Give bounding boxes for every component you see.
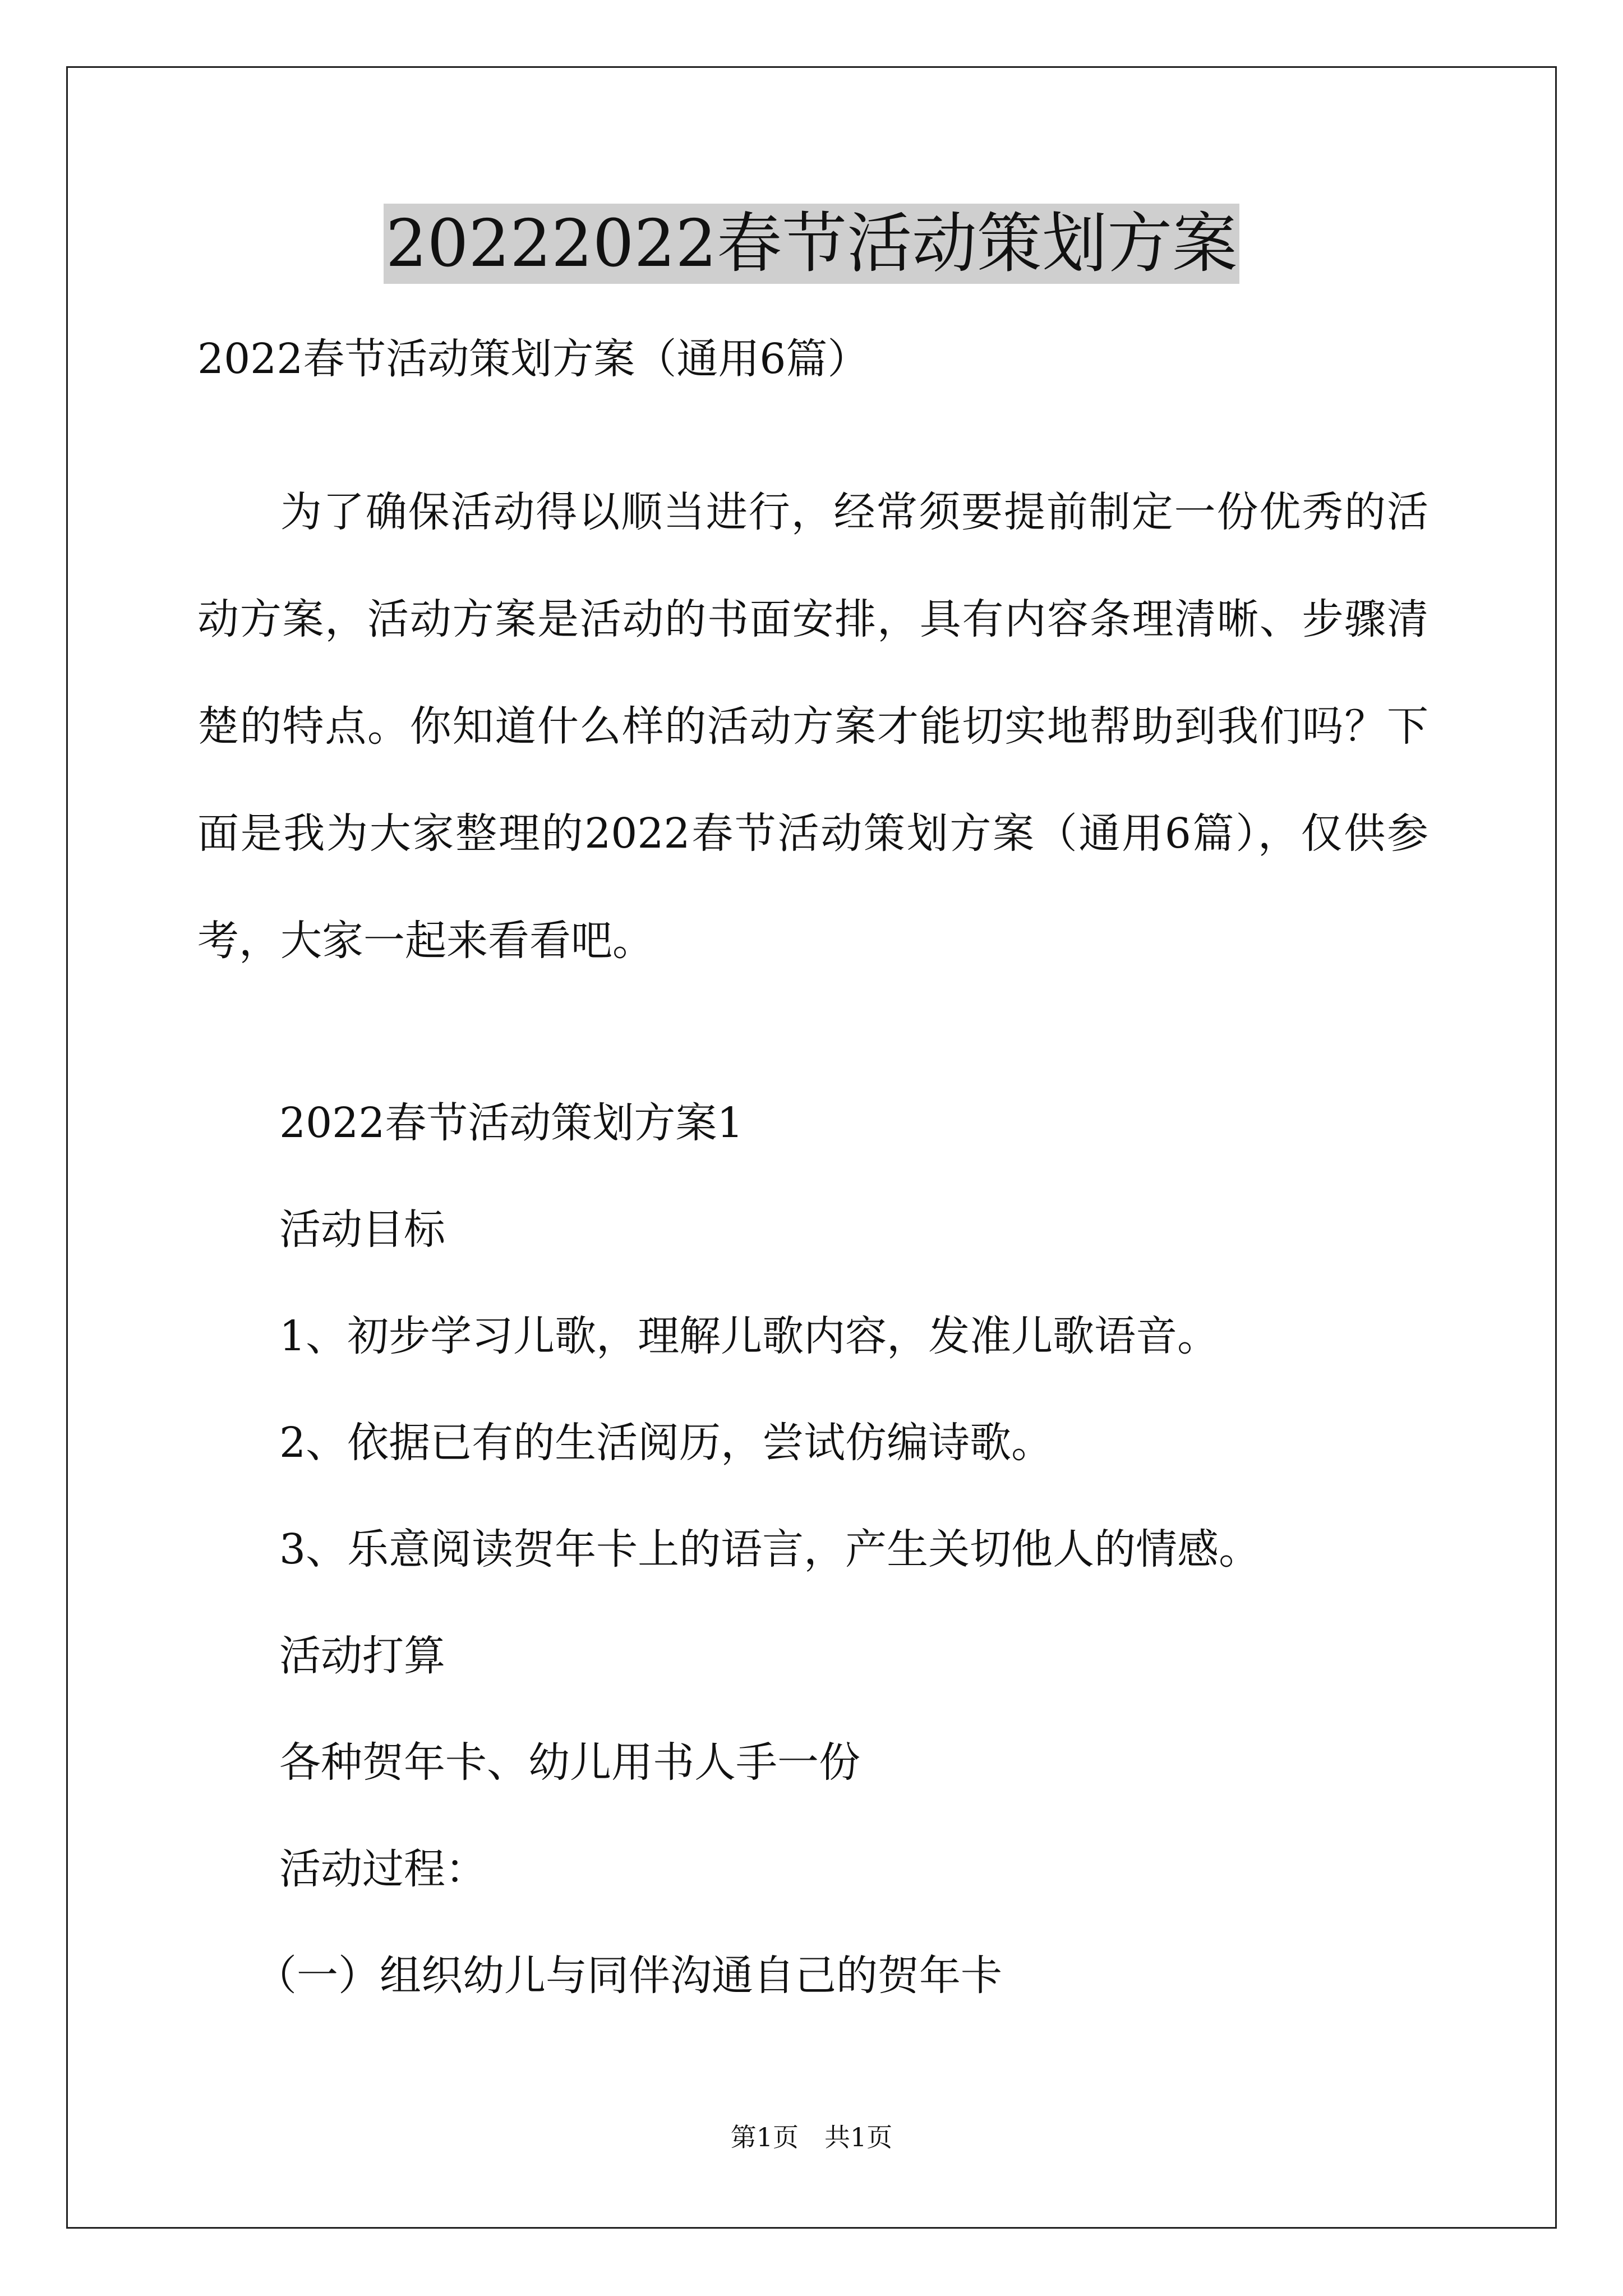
goal-item-2: 2、依据已有的生活阅历，尝试仿编诗歌。 [279, 1419, 1053, 1467]
process-heading: 活动过程： [279, 1845, 487, 1893]
document-subtitle: 2022春节活动策划方案（通用6篇） [197, 335, 869, 383]
intro-paragraph: 为了确保活动得以顺当进行，经常须要提前制定一份优秀的活动方案，活动方案是活动的书面安排，具有内容条理清晰、步骤清楚的特点。你知道什么样的活动方案才能切实地帮助到我们吗？下面是我为大家整理的2022春节活动策划方案（通用6篇），仅供参考，大家一起来看看吧。 [197, 488, 1428, 965]
prep-heading: 活动打算 [279, 1632, 445, 1680]
page-footer: 第1页 共1页 [730, 2122, 893, 2152]
document-title: 20222022春节活动策划方案 [0, 202, 1623, 286]
section-heading: 2022春节活动策划方案1 [279, 1099, 744, 1147]
goal-heading: 活动目标 [279, 1205, 445, 1254]
goal-item-3: 3、乐意阅读贺年卡上的语言，产生关切他人的情感。 [279, 1525, 1261, 1573]
prep-text: 各种贺年卡、幼儿用书人手一份 [279, 1738, 860, 1787]
goal-item-1: 1、初步学习儿歌，理解儿歌内容，发准儿歌语音。 [279, 1312, 1219, 1360]
process-step-1: （一）组织幼儿与同伴沟通自己的贺年卡 [255, 1952, 1002, 2000]
